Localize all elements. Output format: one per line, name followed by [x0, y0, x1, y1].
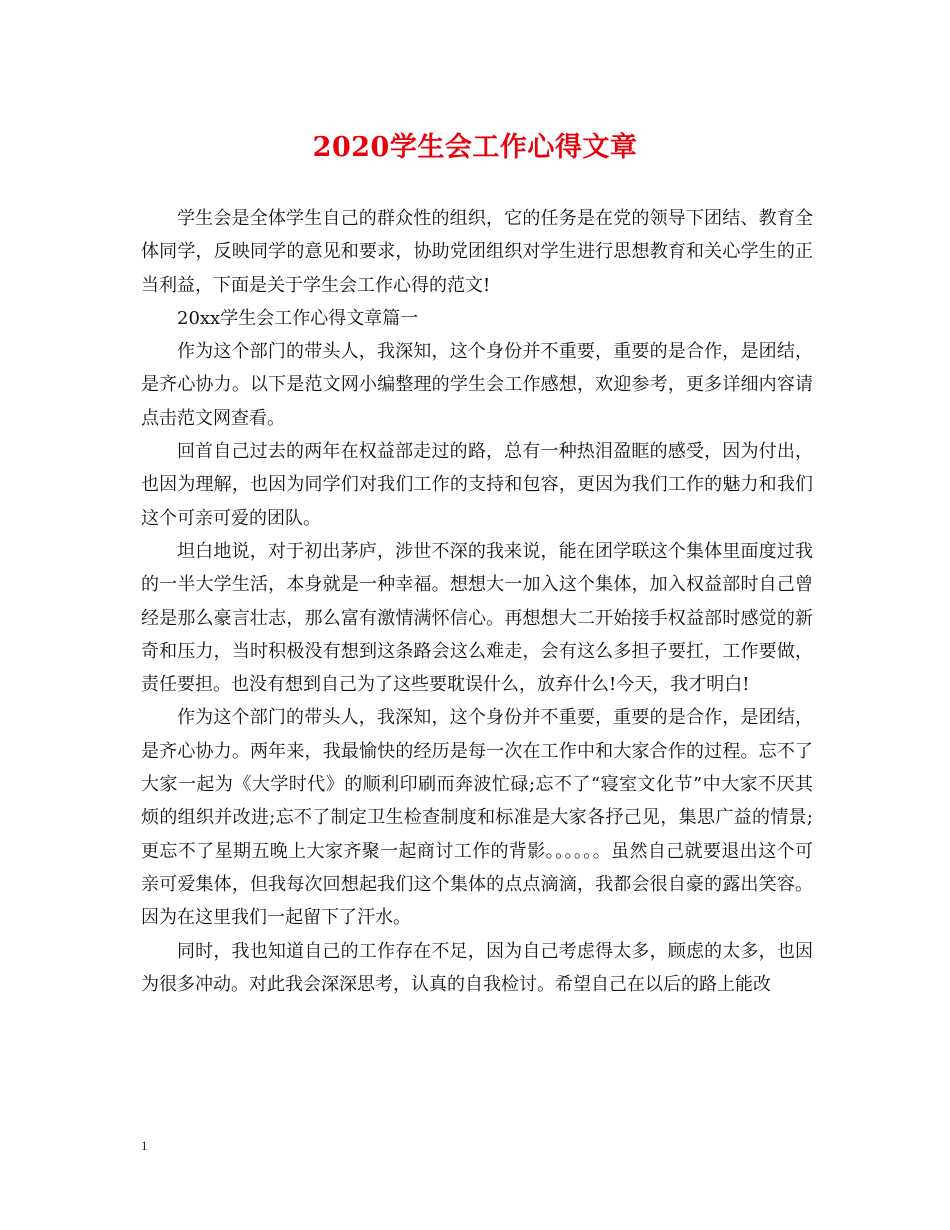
paragraph: 坦白地说，对于初出茅庐，涉世不深的我来说，能在团学联这个集体里面度过我的一半大学生活，本身就是一种幸福。想想大一加入这个集体，加入权益部时自己曾经是那么豪言壮志，那么富有激情满怀信心。再想想大二开始接手权益部时感觉的新奇和压力，当时积极没有想到这条路会这么难走，会有这么多担子要扛，工作要做，责任要担。也没有想到自己为了这些要耽误什么，放弃什么!今天，我才明白! [141, 540, 813, 696]
paragraph: 同时，我也知道自己的工作存在不足，因为自己考虑得太多，顾虑的太多，也因为很多冲动。对此我会深深思考，认真的自我检讨。希望自己在以后的路上能改 [141, 940, 813, 995]
section-heading: 20xx学生会工作心得文章篇一 [177, 307, 419, 329]
paragraph: 作为这个部门的带头人，我深知，这个身份并不重要，重要的是合作，是团结，是齐心协力。两年来，我最愉快的经历是每一次在工作中和大家合作的过程。忘不了大家一起为《大学时代》的顺利印刷而奔波忙碌;忘不了“寝室文化节”中大家不厌其烦的组织并改进;忘不了制定卫生检查制度和标准是大家各抒己见，集思广益的情景;更忘不了星期五晚上大家齐聚一起商讨工作的背影。。。。。。虽然自己就要退出这个可亲可爱集体，但我每次回想起我们这个集体的点点滴滴，我都会很自豪的露出笑容。因为在这里我们一起留下了汗水。 [141, 707, 813, 929]
document-title: 2020学生会工作心得文章 [312, 132, 638, 163]
paragraph-intro: 学生会是全体学生自己的群众性的组织，它的任务是在党的领导下团结、教育全体同学，反映同学的意见和要求，协助党团组织对学生进行思想教育和关心学生的正当利益，下面是关于学生会工作心得的范文! [141, 208, 813, 296]
paragraph: 回首自己过去的两年在权益部走过的路，总有一种热泪盈眶的感受，因为付出，也因为理解，也因为同学们对我们工作的支持和包容，更因为我们工作的魅力和我们这个可亲可爱的团队。 [141, 441, 813, 529]
paragraph: 作为这个部门的带头人，我深知，这个身份并不重要，重要的是合作，是团结，是齐心协力。以下是范文网小编整理的学生会工作感想，欢迎参考，更多详细内容请点击范文网查看。 [141, 341, 813, 429]
page-number: 1 [141, 1138, 148, 1153]
document-body [141, 202, 813, 1001]
